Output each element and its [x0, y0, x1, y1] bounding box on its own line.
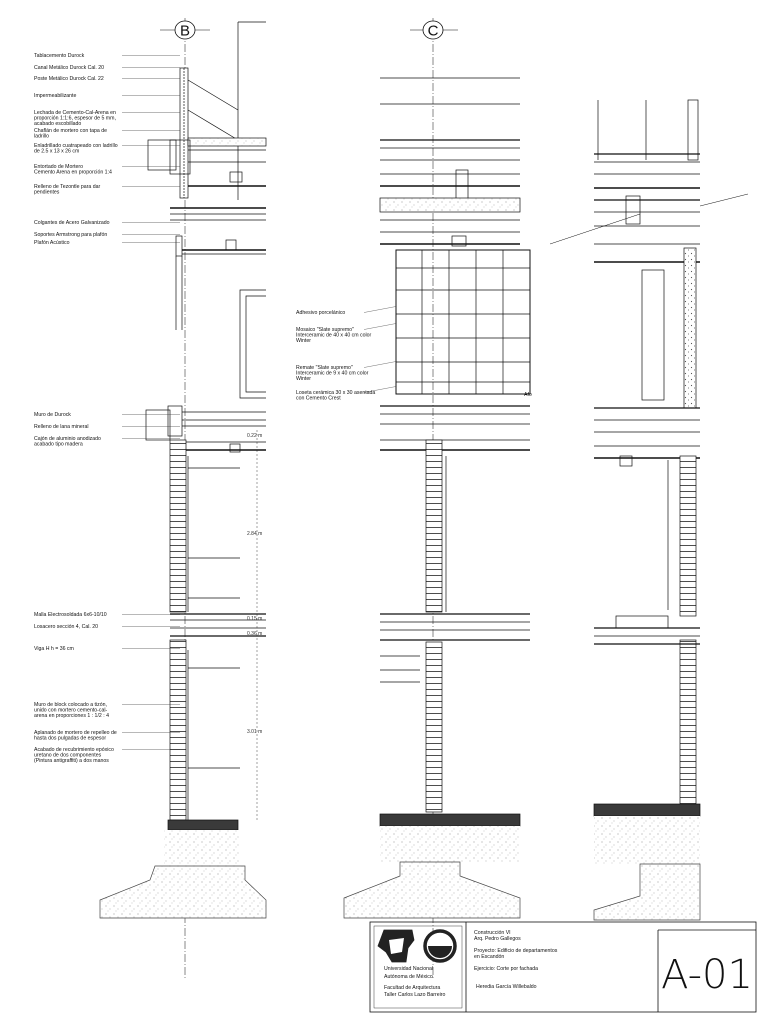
dimension-2: 2.84 m — [247, 531, 263, 537]
faculty-logo — [425, 931, 455, 961]
dimension-labels — [247, 433, 262, 735]
project-line-2: en Escandón — [474, 954, 505, 960]
annotations-left — [34, 53, 180, 764]
annotation-middle-4 — [296, 387, 396, 402]
dimension-1: 0.22 m — [247, 433, 263, 439]
annotation-text: Impermeabilizante — [34, 93, 77, 99]
project-line-1: Proyecto: Edificio de departamentos — [474, 948, 558, 954]
annotation-left-1 — [34, 53, 180, 59]
annotation-left-6 — [34, 128, 180, 139]
annotation-text: Remate "Slate supremo" — [296, 365, 353, 371]
annotation-text: Viga H h = 36 cm — [34, 646, 74, 652]
annotation-left-13 — [34, 412, 180, 418]
annotation-left-19 — [34, 702, 180, 719]
annotation-text: Losacero sección 4, Cal. 20 — [34, 624, 99, 630]
leader-line — [364, 324, 396, 330]
axis-b-bubble — [175, 21, 195, 40]
annotation-middle-3 — [296, 362, 396, 382]
section-c — [344, 18, 530, 980]
section-right — [550, 100, 748, 920]
annotation-text: hasta dos pulgadas de espesor — [34, 735, 107, 742]
annotation-text: Cajón de aluminio anodizado — [34, 436, 101, 442]
annotation-left-2 — [34, 65, 180, 71]
annotation-text: proporción 1:1:6, espesor de 5 mm, — [34, 115, 116, 122]
annotation-text: acabado tipo madera — [34, 441, 83, 448]
annotation-text: Chaflán de mortero con tapa de — [34, 128, 107, 134]
annotation-text: acabado escobillado — [34, 120, 82, 127]
annotation-text: Acabado de recubrimiento epóxico — [34, 747, 114, 753]
annotation-text: arena en proporciones 1 : 1/2 : 4 — [34, 712, 109, 719]
annotation-text: Colgantes de Acero Galvanizado — [34, 220, 110, 226]
annotation-text: Relleno de Tezontle para dar — [34, 184, 101, 190]
annotation-left-9 — [34, 184, 180, 195]
annotation-left-17 — [34, 624, 180, 630]
annotation-left-15 — [34, 436, 180, 447]
annotation-text: Relleno de lana mineral — [34, 424, 89, 430]
annotation-text: Tablacemento Durock — [34, 53, 85, 59]
annotation-text: Cemento Arena en proporción 1:4 — [34, 169, 112, 176]
annotation-text: Lechada de Cemento-Cal-Arena en — [34, 110, 116, 116]
annotation-text: Plafón Acústico — [34, 240, 70, 246]
axis-b-label: B — [179, 22, 191, 40]
annotation-text: Malla Electrosoldada 6x6-10/10 — [34, 612, 107, 618]
annotation-text: Adhesivo porcelánico — [296, 310, 346, 316]
annotation-text: Interceramic de 40 x 40 cm color — [296, 332, 372, 339]
annotation-text: Canal Metálico Durock Cal. 20 — [34, 65, 105, 71]
annotation-left-4 — [34, 93, 180, 99]
annotation-text: Loseta cerámica 30 x 30 asentada — [296, 390, 376, 396]
dimension-5: 3.01 m — [247, 729, 263, 735]
unam-logo — [378, 930, 414, 962]
annotation-text: Winter — [296, 375, 311, 382]
annotation-text: uretano de dos componentes — [34, 752, 102, 759]
annotation-text: ladrillo — [34, 133, 49, 140]
annotation-text: Soportes Armstrong para plafón — [34, 232, 108, 238]
leader-line — [364, 307, 396, 313]
annotation-left-11 — [34, 232, 180, 238]
annotations-middle — [296, 307, 396, 402]
annotation-left-10 — [34, 220, 180, 226]
annotation-text: Enladrillado cuatrapeado con ladrillo — [34, 143, 118, 149]
annotation-text: Muro de Durock — [34, 412, 71, 418]
annotation-text: con Cemento Crest — [296, 395, 341, 402]
annotation-text: Poste Metálico Durock Cal. 22 — [34, 76, 104, 82]
annotation-text: (Pintura antigraffiti) a dos manos — [34, 757, 109, 764]
annotation-left-14 — [34, 424, 180, 430]
leader-line — [364, 362, 396, 368]
annotation-middle-2 — [296, 324, 396, 344]
dimension-4: 0.36 m — [247, 631, 263, 637]
dimension-3: 0.15 m — [247, 616, 263, 622]
axis-c-label: C — [427, 22, 439, 40]
annotation-text: pendientes — [34, 189, 60, 196]
annotation-middle-1 — [296, 307, 396, 317]
university-name-line-1: Universidad Nacional — [384, 966, 434, 972]
annotation-text: Winter — [296, 337, 311, 344]
course-line-1: Construcción VI — [474, 930, 511, 936]
annotation-left-16 — [34, 612, 180, 618]
section-b — [100, 18, 266, 980]
annotation-left-20 — [34, 730, 180, 741]
annotation-left-3 — [34, 76, 180, 82]
annotation-text: Mosaico "Slate supremo" — [296, 327, 354, 333]
annotation-left-7 — [34, 143, 180, 154]
annotation-text: Interceramic de 9 x 40 cm color — [296, 370, 369, 377]
axis-c-bubble — [423, 21, 443, 40]
annotation-left-12 — [34, 240, 180, 246]
exercise: Ejercicio: Corte por fachada — [474, 966, 539, 972]
sheet-number: A-01 — [661, 952, 753, 998]
annotation-left-21 — [34, 747, 180, 764]
annotation-text: Muro de block colocado a tizón, — [34, 702, 107, 708]
annotation-text: unido con mortero cemento-cal- — [34, 707, 108, 714]
faculty-line-1: Facultad de Arquitectura — [384, 985, 441, 991]
course-line-2: Arq. Pedro Gallegos — [474, 936, 521, 942]
annotation-text: de 2.5 x 13 x 26 cm — [34, 148, 80, 155]
author: Heredia García Willebaldo — [476, 984, 537, 990]
annotation-text: Aplanado de mortero de repelleo de — [34, 730, 117, 736]
faculty-line-2: Taller Carlos Lazo Barreiro — [384, 992, 446, 998]
annotation-right: Afo — [524, 392, 532, 398]
annotation-text: Entortado de Mortero — [34, 164, 84, 170]
annotation-left-18 — [34, 646, 180, 652]
annotation-left-5 — [34, 110, 180, 127]
university-name-line-2: Autónoma de México — [384, 974, 433, 980]
